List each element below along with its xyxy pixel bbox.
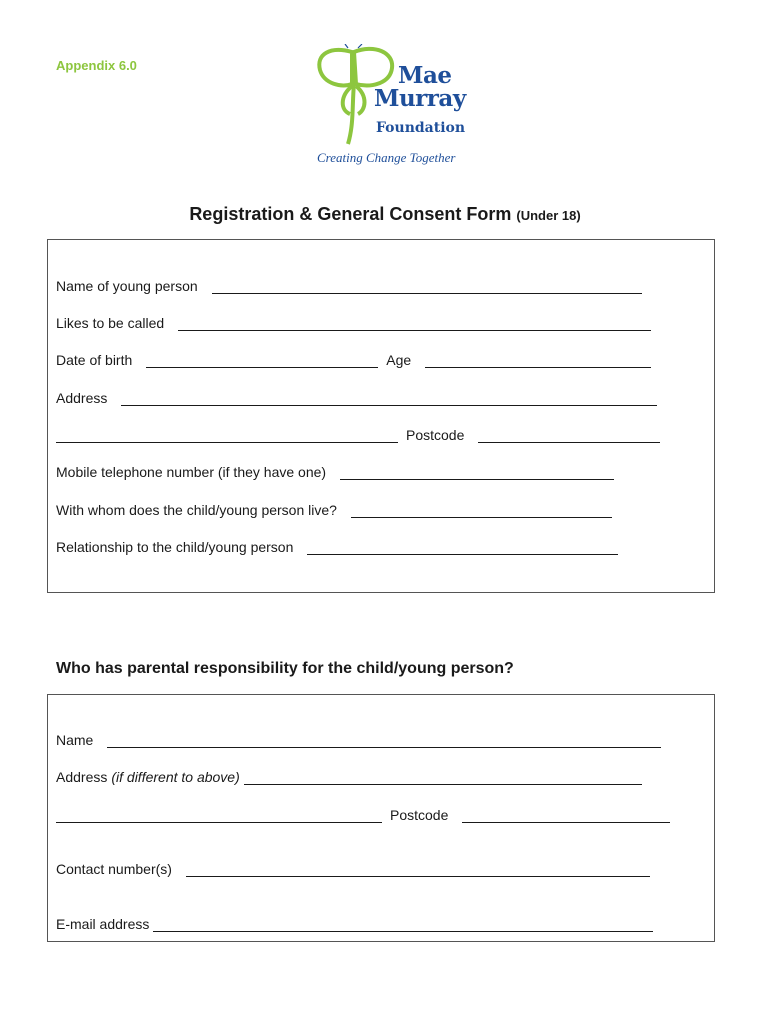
- email-row: [56, 916, 653, 932]
- live-with-field[interactable]: [351, 506, 612, 518]
- address-row: [56, 390, 657, 406]
- relationship-row: [56, 539, 618, 555]
- relationship-label: Relationship to the child/young person: [56, 539, 294, 555]
- likes-to-be-called-label: Likes to be called: [56, 315, 165, 331]
- likes-to-be-called-row: [56, 315, 651, 331]
- contact-number-label: Contact number(s): [56, 861, 172, 877]
- young-person-name-label: Name of young person: [56, 278, 198, 294]
- address-line2-field[interactable]: [56, 431, 398, 443]
- parent-name-label: Name: [56, 732, 94, 748]
- parent-postcode-row: [56, 807, 670, 823]
- parent-name-field[interactable]: [107, 736, 661, 748]
- mobile-label: Mobile telephone number (if they have one): [56, 464, 327, 480]
- parent-address-field[interactable]: [244, 773, 642, 785]
- dob-field[interactable]: [146, 356, 378, 368]
- logo-text-foundation: Foundation: [376, 120, 466, 136]
- parent-address-line2-field[interactable]: [56, 811, 382, 823]
- parent-postcode-field[interactable]: [462, 811, 670, 823]
- young-person-name-field[interactable]: [212, 282, 642, 294]
- address-field[interactable]: [121, 394, 657, 406]
- logo-tagline: Creating Change Together: [317, 150, 456, 165]
- postcode-field[interactable]: [478, 431, 660, 443]
- contact-number-row: [56, 861, 650, 877]
- live-with-label: With whom does the child/young person live?: [56, 502, 337, 518]
- age-label: Age: [386, 352, 412, 368]
- form-title-suffix: (Under 18): [516, 208, 581, 223]
- address-label: Address: [56, 390, 108, 406]
- parent-address-row: [56, 769, 642, 785]
- dob-label: Date of birth: [56, 352, 133, 368]
- contact-number-field[interactable]: [186, 865, 650, 877]
- mobile-row: [56, 464, 614, 480]
- dob-age-row: [56, 352, 651, 368]
- parent-postcode-label: Postcode: [390, 807, 449, 823]
- form-title-main: Registration & General Consent Form: [189, 204, 512, 224]
- age-field[interactable]: [425, 356, 651, 368]
- logo-text-mae: Mae: [398, 62, 452, 89]
- address-postcode-row: [56, 427, 660, 443]
- postcode-label: Postcode: [406, 427, 465, 443]
- logo-text-murray: Murray: [374, 85, 466, 112]
- parental-responsibility-heading: Who has parental responsibility for the child/young person?: [56, 660, 514, 677]
- live-with-row: [56, 502, 612, 518]
- mae-murray-logo: [312, 44, 472, 172]
- mobile-field[interactable]: [340, 468, 614, 480]
- form-title: [0, 204, 770, 225]
- young-person-name-row: [56, 278, 642, 294]
- likes-to-be-called-field[interactable]: [178, 319, 651, 331]
- appendix-label: Appendix 6.0: [56, 58, 137, 73]
- email-label: E-mail address: [56, 916, 150, 932]
- relationship-field[interactable]: [307, 543, 618, 555]
- parent-name-row: [56, 732, 661, 748]
- parent-address-note: (if different to above): [111, 769, 240, 785]
- parent-address-label: Address: [56, 769, 108, 785]
- email-field[interactable]: [153, 920, 653, 932]
